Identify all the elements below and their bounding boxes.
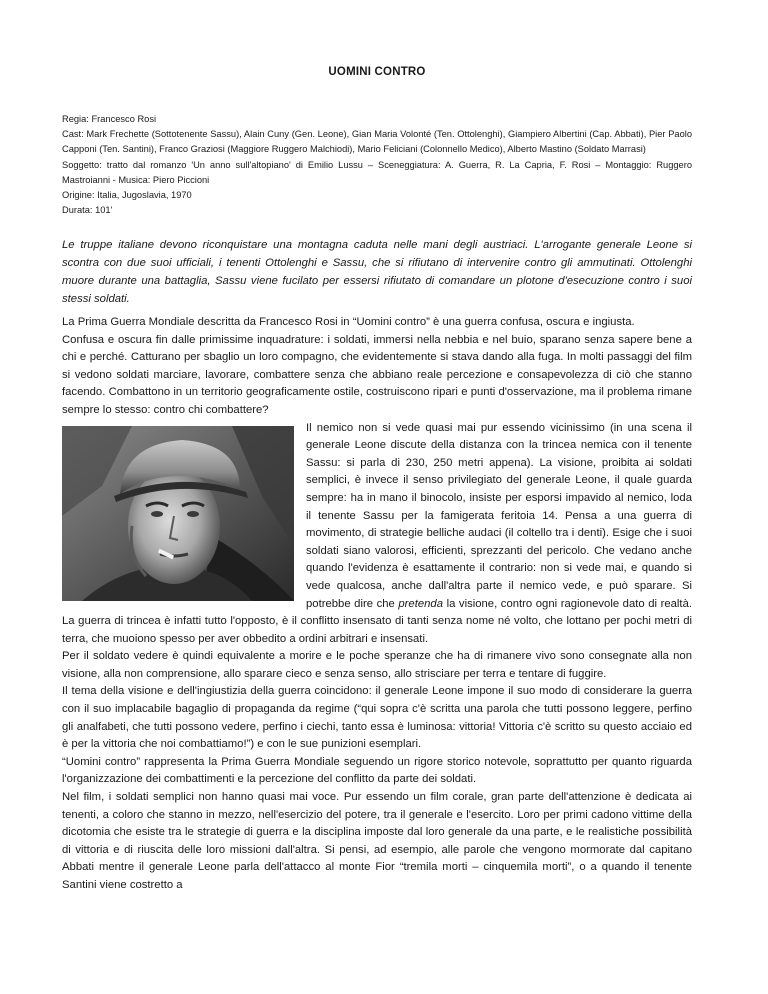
credit-duration: Durata: 101'	[62, 205, 113, 216]
soldier-helmet-photo-image	[62, 426, 294, 601]
credit-origin: Origine: Italia, Jugoslavia, 1970	[62, 190, 192, 201]
paragraph: La Prima Guerra Mondiale descritta da Francesco Rosi in “Uomini contro” è una guerra confusa, oscura e ingiusta.	[62, 316, 635, 328]
soldier-photo	[62, 426, 294, 601]
emphasis-word: pretenda	[398, 597, 443, 610]
credit-writing: Soggetto: tratto dal romanzo 'Un anno sull'altopiano' di Emilio Lussu – Sceneggiatura: A. Guerra, R. La Capria, F. Rosi – Montaggio: Ruggero Mastroianni - Musica: Piero Piccioni	[62, 159, 692, 185]
article-body	[62, 314, 692, 895]
synopsis: Le truppe italiane devono riconquistare una montagna caduta nelle mani degli austriaci. L'arrogante generale Leone si scontra con due suoi ufficiali, i tenenti Ottolenghi e Sassu, che si rifiutano di intervenire contro gli ammutinati. Ottolenghi muore durante una battaglia, Sassu viene fucilato per essersi rifiutato di comandare un plotone d'esecuzione contro i suoi stessi soldati.	[62, 239, 692, 305]
paragraph-text: la visione, contro ogni ragionevole dato di realtà. La guerra di trincea è infatti tutto l'opposto, è il conflitto insensato di tanti senza nome né volto, che lottano per pochi metri di terra, che muoiono spesso per aver obbedito a ordini arbitrari e insensati.	[62, 597, 692, 645]
credit-director: Regia: Francesco Rosi	[62, 114, 157, 124]
paragraph: Nel film, i soldati semplici non hanno quasi mai voce. Pur essendo un film corale, gran parte dell'attenzione è dedicata ai tenenti, a coloro che stanno in mezzo, nell'esercizio del potere, tra il generale e l'esercito. Loro per primi cadono vittime della dicotomia che esiste tra le strategie di guerra e la disciplina imposte dal loro generale da una parte, e le realistiche possibilità di vittoria e di riuscita delle loro missioni dall'altra. Si pensi, ad esempio, alle parole che vengono mormorate dal capitano Abbati mentre il generale Leone parla dell'attacco al monte Fior “tremila morti – cinquemila morti”, o a quando il tenente Santini viene costretto a	[62, 791, 692, 891]
paragraph: “Uomini contro” rappresenta la Prima Guerra Mondiale seguendo un rigore storico notevole, soprattutto per quanto riguarda l'organizzazione dei combattimenti e la percezione del conflitto da parte dei soldati.	[62, 755, 692, 786]
paragraph-text: Il nemico non si vede quasi mai pur essendo vicinissimo (in una scena il generale Leone discute della distanza con la trincea nemica con il tenente Sassu: si parla di 230, 250 metri appena). La visione, proibita ai soldati semplici, è invece il senso privilegiato del generale Leone, il quale guarda sempre: ha in mano il binocolo, insiste per esporsi impavido al nemico, loda il tenente Sassu per la famigerata feritoia 14. Pensa a una guerra di movimento, di strategie belliche audaci (il coltello tra i denti). Esige che i suoi soldati siano valorosi, efficienti, sprezzanti del pericolo. Che vedano anche quando l'evidenza è esattamente il contrario: non si vede mai, e quando si vede qualcosa, anche dall'altra parte il nemico vede, e può sparare. Si potrebbe dire che	[306, 421, 692, 610]
paragraph: Il tema della visione e dell'ingiustizia della guerra coincidono: il generale Leone impone il suo modo di considerare la guerra con il suo implacabile bagaglio di propaganda da regime (“qui sopra c'è scritta una parola che tutti possono leggere, perfino gli analfabeti, che tutti possono vedere, perfino i ciechi, tanto essa è luminosa: vittoria! Vittoria c'è scritto su questo acciaio ed è per la vittoria che noi combattiamo!”) e con le sue punizioni esemplari.	[62, 685, 692, 751]
paragraph: Confusa e oscura fin dalle primissime inquadrature: i soldati, immersi nella nebbia e nel buio, sparano senza sapere bene a chi e perché. Catturano per sbaglio un loro compagno, che evidentemente si stava dando alla fuga. In molti passaggi del film si vedono soldati marciare, lavorare, combattere senza che abbiano reale percezione e consapevolezza di ciò che stanno facendo. Combattono in un territorio geograficamente ostile, costruiscono ripari e punti d'osservazione, ma il problema rimane sempre lo stesso: contro chi combattere?	[62, 333, 692, 416]
credits-block	[62, 112, 692, 218]
paragraph: Per il soldato vedere è quindi equivalente a morire e le poche speranze che ha di rimanere vivo sono consegnate alla non visione, alla non comprensione, allo sparare cieco e senza senso, allo strisciare per terra e tentare di fuggire.	[62, 650, 692, 680]
credit-cast: Cast: Mark Frechette (Sottotenente Sassu), Alain Cuny (Gen. Leone), Gian Maria Volonté (Ten. Ottolenghi), Giampiero Albertini (Cap. Abbati), Pier Paolo Capponi (Ten. Santini), Franco Graziosi (Maggiore Ruggero Malchiodi), Mario Feliciani (Colonnello Medico), Alberto Mastino (Soldato Marrasi)	[62, 129, 692, 155]
document-title: UOMINI CONTRO	[328, 66, 426, 78]
